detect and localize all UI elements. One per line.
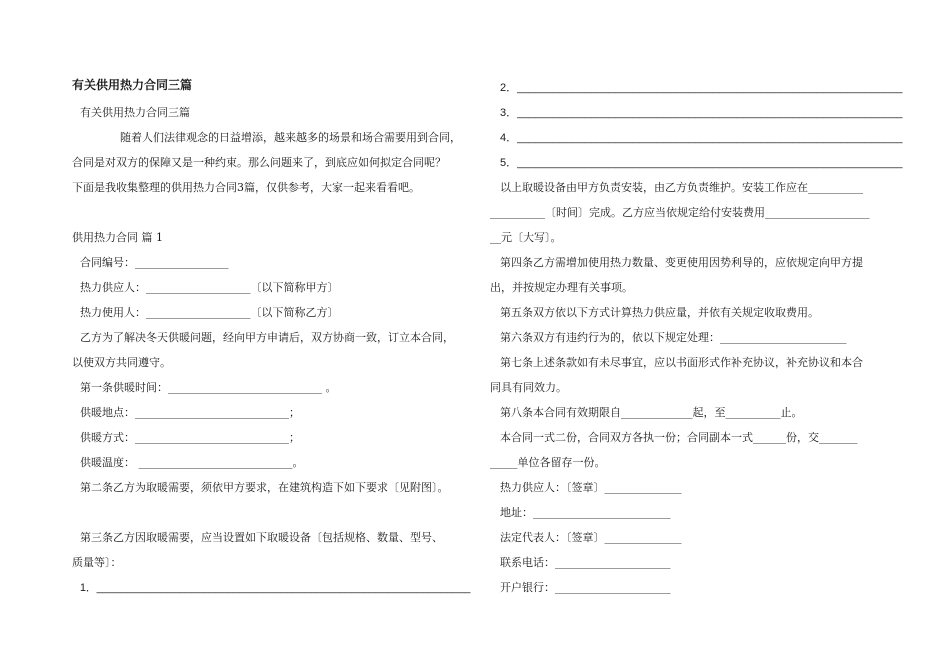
- signature-phone: 联系电话：_____________________: [500, 556, 671, 569]
- signature-bank: 开户银行：_____________________: [500, 581, 671, 594]
- install-line-1: 以上取暖设备由甲方负责安装，由乙方负责维护。安装工作应在__________: [500, 181, 863, 194]
- signature-address: 地址：_________________________: [500, 506, 671, 519]
- signature-legal-representative: 法定代表人：〔签章〕______________: [500, 531, 682, 544]
- clause-1-heating-method: 供暖方式：____________________________；: [80, 431, 300, 444]
- signature-supplier: 热力供应人：〔签章〕______________: [500, 481, 682, 494]
- equipment-item-1: 1．_______________________________________________________________: [80, 582, 471, 594]
- install-line-2: __________〔时间〕完成。乙方应当依规定给付安装费用___________________: [490, 206, 870, 219]
- clause-1-heating-location: 供暖地点：____________________________；: [80, 406, 300, 419]
- clause-2: 第二条乙方为取暖需要，须依甲方要求，在建筑构造下如下要求〔见附图〕。: [80, 481, 449, 494]
- document-subtitle: 有关供用热力合同三篇: [80, 106, 190, 119]
- preamble-line-1: 乙方为了解决冬天供暖问题，经向甲方申请后，双方协商一致，订立本合同，: [80, 331, 454, 344]
- clause-3-line-1: 第三条乙方因取暖需要，应当设置如下取暖设备〔包括规格、数量、型号、: [80, 531, 443, 544]
- equipment-item-3: 3．_______________________________________________________________: [500, 107, 903, 119]
- supplier-field: 热力供应人：___________________〔以下简称甲方〕: [80, 281, 339, 294]
- intro-line-1: 随着人们法律观念的日益增添，越来越多的场景和场合需要用到合同，: [120, 131, 461, 144]
- contract-heading: 供用热力合同 篇 1: [72, 231, 163, 244]
- clause-6: 第六条双方有违约行为的，依以下规定处理：_______________________: [500, 331, 847, 344]
- clause-5: 第五条双方依以下方式计算热力供应量，并依有关规定收取费用。: [500, 306, 819, 319]
- clause-1-heating-temperature: 供暖温度： ____________________________。: [80, 456, 304, 469]
- preamble-line-2: 以使双方共同遵守。: [72, 356, 171, 369]
- clause-8: 第八条本合同有效期限自_____________起，至__________止。: [500, 406, 803, 419]
- clause-4-line-2: 出，并按规定办理有关事项。: [490, 281, 633, 294]
- clause-3-line-2: 质量等〕：: [72, 556, 122, 569]
- contract-number-field: 合同编号：_________________: [80, 256, 229, 269]
- clause-1-heating-time: 第一条供暖时间：____________________________ 。: [80, 381, 337, 394]
- equipment-item-4: 4．_______________________________________________________________: [500, 132, 903, 144]
- intro-line-2: 合同是对双方的保障又是一种约束。那么问题来了，到底应如何拟定合同呢？: [72, 156, 446, 169]
- user-field: 热力使用人：___________________〔以下简称乙方〕: [80, 306, 339, 319]
- equipment-item-2: 2．_______________________________________________________________: [500, 82, 903, 94]
- copies-line-2: _____单位各留存一份。: [490, 456, 606, 469]
- document-title: 有关供用热力合同三篇: [72, 78, 193, 92]
- copies-line-1: 本合同一式二份，合同双方各执一份；合同副本一式______份，交_______: [500, 431, 858, 444]
- clause-7-line-1: 第七条上述条款如有未尽事宜，应以书面形式作补充协议，补充协议和本合: [500, 356, 863, 369]
- intro-line-3: 下面是我收集整理的供用热力合同3篇，仅供参考，大家一起来看看吧。: [72, 181, 420, 194]
- equipment-item-5: 5．_______________________________________________________________: [500, 157, 903, 169]
- clause-7-line-2: 同具有同效力。: [490, 381, 567, 394]
- install-line-3: __元〔大写〕。: [490, 231, 562, 244]
- clause-4-line-1: 第四条乙方需增加使用热力数量、变更使用因势利导的，应依规定向甲方提: [500, 256, 863, 269]
